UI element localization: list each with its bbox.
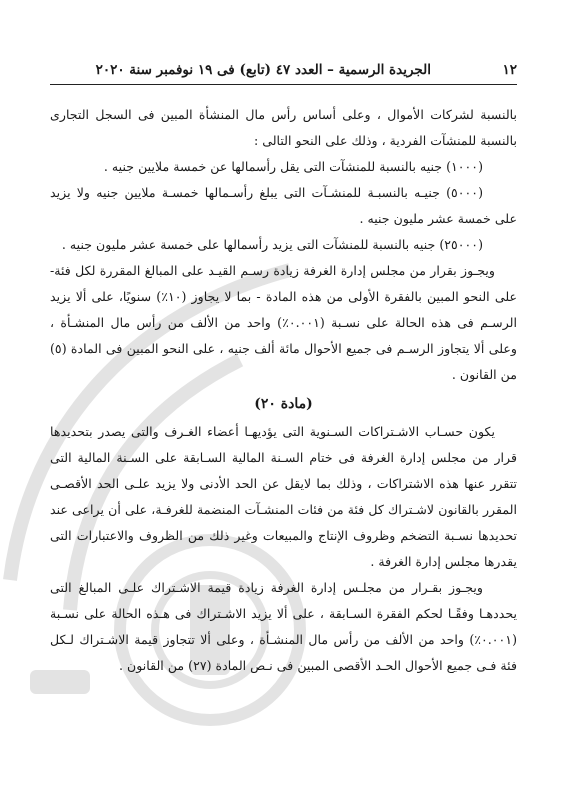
document-body xyxy=(50,102,517,679)
paragraph-increase-fee: ويجـوز بقرار من مجلس إدارة الغرفة زيادة رسـم القيـد على المبالغ المقررة لكل فئة- على النحو المبين بالفقرة الأولى من هذه المادة - بما لا يجاوز (١٠٪) سنويًا، على ألا يزيد الرسـم فى هذه الحالة على نسـبة (٠.٠٠١٪) واحد من الألف من رأس مال المنشـأة ، وعلى ألا يتجاوز الرسـم فى جميع الأحوال مائة ألف جنيه ، على النحو المبين فى المادة (٥) من القانون . xyxy=(50,263,518,382)
article-heading: (مادة ٢٠) xyxy=(254,396,313,412)
page-number: ١٢ xyxy=(502,62,517,78)
article-paragraph-2: ويجـوز بقـرار من مجلـس إدارة الغرفة زيادة قيمة الاشـتراك علـى المبالغ التى يحددهـا وفقًـا لحكم الفقرة السـابقة ، على ألا يزيد الاشـتراك فى هـذه الحالة على نسـبة (٠.٠٠١٪) واحد من الألف من رأس مال المنشـأة ، وعلى ألا تتجاوز قيمة الاشـتراك لـكل فئة فـى جميع الأحوال الحـد الأقصى المبين فى نـص المادة (٢٧) من القانون . xyxy=(50,580,517,673)
paragraph-item-2: (٥٠٠٠) جنيـه بالنسبـة للمنشـآت التى يبلغ رأسـمالها خمسـة ملايين جنيه ولا يزيد على خمسة عشر مليون جنيه . xyxy=(50,185,517,226)
gazette-title: الجريدة الرسمية – العدد ٤٧ (تابع) فى ١٩ نوفمبر سنة ٢٠٢٠ xyxy=(95,62,431,78)
paragraph-item-1: (١٠٠٠) جنيه بالنسبة للمنشآت التى يقل رأسمالها عن خمسة ملايين جنيه . xyxy=(103,159,483,174)
article-paragraph-1: يكون حسـاب الاشـتراكات السـنوية التى يؤديهـا أعضاء الغـرف والتى يصدر بتحديدها قرار من مجلس إدارة الغرفة فى ختام السـنة المالية السـابقة على السـنة المالية التى تتقرر عنها هذه الاشتراكات ، وذلك بما لايقل عن الحد الأدنى ولا يزيد علـى الحد الأقصـى المقرر بالقانون لاشـتراك كل فئة من فئات المنشـآت المنضمة للغرفـة، على أن يراعى عند تحديدها نسـبة التضخم وظروف الإنتاج والمبيعات وغير ذلك من الظروف والاعتبارات التى يقدرها مجلس إدارة الغرفة . xyxy=(50,424,517,569)
page-header xyxy=(50,56,517,85)
paragraph-item-3: (٢٥٠٠٠) جنيه بالنسبة للمنشآت التى يزيد رأسمالها على خمسة عشر مليون جنيه . xyxy=(61,237,483,252)
paragraph-intro: بالنسبة لشركات الأموال ، وعلى أساس رأس مال المنشأة المبين فى السجل التجارى بالنسبة للمنشآت الفردية ، وذلك على النحو التالى : xyxy=(50,107,517,148)
